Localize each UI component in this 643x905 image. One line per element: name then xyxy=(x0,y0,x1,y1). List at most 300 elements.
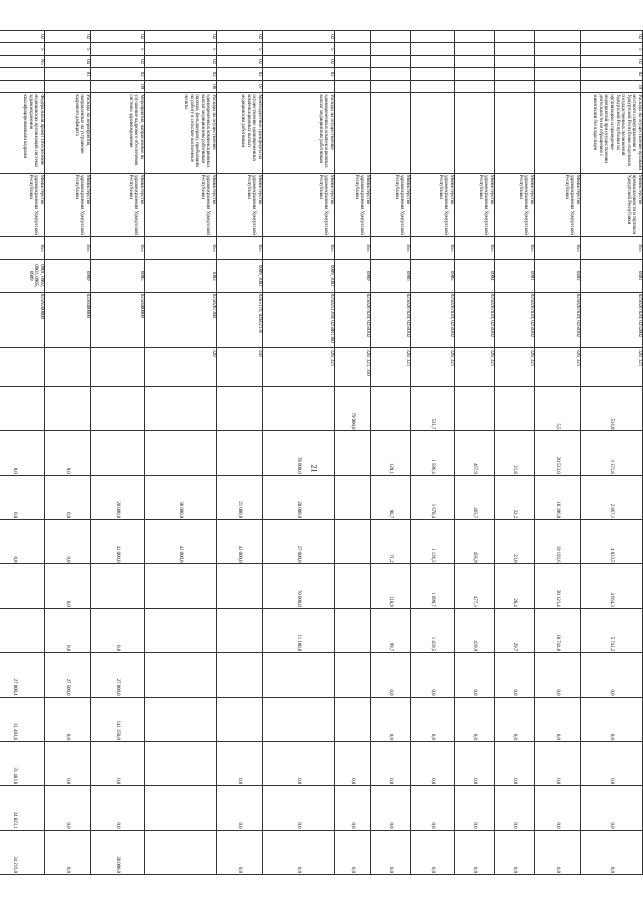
table-cell xyxy=(371,31,411,43)
table-cell: 0,0 xyxy=(581,741,643,785)
table-cell xyxy=(145,653,217,697)
table-cell: 0,0 xyxy=(495,830,535,874)
table-cell: 18 396,0 xyxy=(535,475,581,519)
table-cell: Федеральный проект Обеспечение медицинских организаций системы здравоохранения квалифицированными кадрами xyxy=(0,93,45,173)
table-row xyxy=(217,31,263,875)
table-cell: 04 xyxy=(45,55,91,67)
table-cell: 02 xyxy=(263,55,335,67)
table-cell: 71,2 xyxy=(371,520,411,564)
table-cell xyxy=(0,608,45,652)
table-row xyxy=(495,31,535,875)
table-cell: 0250251360; 0250R1380 xyxy=(263,292,335,347)
table-cell xyxy=(495,93,535,173)
table-cell: 02 xyxy=(581,68,643,80)
table-cell xyxy=(263,697,335,741)
table-cell: 02 xyxy=(263,31,335,43)
table-cell: 320, 321 xyxy=(411,348,455,387)
table-cell: 0,0 xyxy=(217,830,263,874)
table-cell xyxy=(455,387,495,431)
table-cell: 320, 321 xyxy=(495,348,535,387)
table-cell: 28,4 xyxy=(495,564,535,608)
table-cell xyxy=(535,55,581,67)
table-cell xyxy=(217,608,263,652)
table-cell: Министерство здравоохранения Удмуртской Республики xyxy=(145,173,217,237)
table-cell: 07 xyxy=(217,80,263,92)
table-cell: 0,0 xyxy=(0,431,45,475)
table-cell xyxy=(535,31,581,43)
table-cell: 0250207820; 0250302 xyxy=(495,292,535,347)
table-cell: 320, 321 xyxy=(455,348,495,387)
table-cell: 5 xyxy=(145,43,217,55)
table-cell: 0909, 1003 xyxy=(263,259,335,292)
table-cell: 99,7 xyxy=(371,608,411,652)
table-cell: Министерство здравоохранения Удмуртской Республики xyxy=(0,173,45,237)
page-number: 21 xyxy=(309,464,319,473)
table-cell xyxy=(371,68,411,80)
table-cell xyxy=(455,43,495,55)
table-cell: 38 000,0 xyxy=(91,830,145,874)
table-cell: 02 xyxy=(263,68,335,80)
table-cell: 1 136,5 xyxy=(411,520,455,564)
table-cell: 98,7 xyxy=(371,475,411,519)
table-cell: 20 000,0 xyxy=(91,475,145,519)
table-cell: 02 xyxy=(145,55,217,67)
table-row xyxy=(335,31,371,875)
table-cell xyxy=(335,608,371,652)
table-cell: 10 xyxy=(581,80,643,92)
table-cell: 41 000,0 xyxy=(217,520,263,564)
table-cell: 31 483,8 xyxy=(0,741,45,785)
table-cell xyxy=(91,387,145,431)
table-cell: 5 xyxy=(45,43,91,55)
table-cell xyxy=(455,68,495,80)
table-cell: 0,0 xyxy=(411,697,455,741)
table-cell: 0250400000 xyxy=(91,292,145,347)
table-cell xyxy=(335,80,371,92)
table-cell xyxy=(411,80,455,92)
table-cell: 118,9 xyxy=(371,564,411,608)
table-cell: 855 xyxy=(411,237,455,259)
table-cell: 0401 xyxy=(581,259,643,292)
table-cell: 0,0 xyxy=(45,608,91,652)
table-cell: 0,0 xyxy=(45,830,91,874)
table-cell: 0,0 xyxy=(371,830,411,874)
table-cell xyxy=(535,93,581,173)
table-cell: 4 664,3 xyxy=(581,564,643,608)
table-cell: 09 xyxy=(91,80,145,92)
table-cell: 0250207820; 0250302 xyxy=(335,292,371,347)
table-cell: 0,0 xyxy=(91,608,145,652)
table-cell: 0905 xyxy=(91,259,145,292)
table-cell: 34 823,1 xyxy=(0,786,45,830)
table-cell: 0,0 xyxy=(581,653,643,697)
table-cell: 0402 xyxy=(535,259,581,292)
table-cell xyxy=(145,830,217,874)
table-cell: 477,3 xyxy=(455,564,495,608)
table-cell: 0,0 xyxy=(263,741,335,785)
table-cell: 19 193,6 xyxy=(535,520,581,564)
table-cell: 320, 321 xyxy=(535,348,581,387)
table-cell xyxy=(145,786,217,830)
table-cell: 320, 321 xyxy=(263,348,335,387)
table-cell: 18 744,0 xyxy=(535,608,581,652)
table-cell: Министерство здравоохранения Удмуртской Республики xyxy=(411,173,455,237)
table-cell: 0,0 xyxy=(495,741,535,785)
table-cell: 0,0 xyxy=(91,786,145,830)
table-cell: 0,0 xyxy=(495,653,535,697)
table-cell xyxy=(335,431,371,475)
table-cell: N5 xyxy=(0,55,45,67)
table-cell: 0,0 xyxy=(335,786,371,830)
table-cell: 531,7 xyxy=(411,387,455,431)
table-cell: 0250207820; 0250302 xyxy=(371,292,411,347)
table-cell: 0,0 xyxy=(535,697,581,741)
table-cell: Межбюджетные трансферты на осуществление единовременных компенсационных выплат медицинским работникам xyxy=(217,93,263,173)
table-cell: Министерство здравоохранения Удмуртской Республики xyxy=(495,173,535,237)
table-cell: 0901, 0902, 0903, 0905, 0909 xyxy=(0,259,45,292)
table-cell: 0,0 xyxy=(371,653,411,697)
table-cell: 419,9 xyxy=(455,608,495,652)
table-cell xyxy=(335,697,371,741)
table-cell: 855 xyxy=(535,237,581,259)
table-cell xyxy=(91,431,145,475)
table-row xyxy=(0,31,45,875)
table-cell xyxy=(411,43,455,55)
table-cell xyxy=(495,43,535,55)
table-cell: 0,0 xyxy=(581,697,643,741)
table-cell: 02Б5176; 02Б62136 xyxy=(217,292,263,347)
table-cell xyxy=(371,55,411,67)
table-cell xyxy=(263,80,335,92)
table-cell: 02 xyxy=(581,31,643,43)
table-cell: Министерство здравоохранения Удмуртской Республики xyxy=(263,173,335,237)
table-cell: 0,0 xyxy=(0,520,45,564)
table-cell xyxy=(0,387,45,431)
table-cell: 456,9 xyxy=(455,520,495,564)
table-cell xyxy=(335,31,371,43)
table-cell xyxy=(371,93,411,173)
table-cell: Министерство промышленности и торговли Удмуртской Республики xyxy=(581,173,643,237)
table-cell: 0,0 xyxy=(371,786,411,830)
table-cell: 02 xyxy=(217,55,263,67)
table-cell xyxy=(371,43,411,55)
table-cell: 1 596,4 xyxy=(411,431,455,475)
table-cell: Министерство здравоохранения Удмуртской Республики xyxy=(371,173,411,237)
table-cell: 0,0 xyxy=(45,741,91,785)
table-cell: 855 xyxy=(91,237,145,259)
table-cell: Министерство здравоохранения Удмуртской Республики xyxy=(91,173,145,237)
table-cell: 0,0 xyxy=(217,786,263,830)
table-cell xyxy=(495,80,535,92)
table-cell: 320, 321 xyxy=(581,348,643,387)
table-cell: 1003 xyxy=(145,259,217,292)
table-cell: 78 000,0 xyxy=(263,431,335,475)
table-cell xyxy=(45,348,91,387)
table-cell xyxy=(335,68,371,80)
table-cell: 08 xyxy=(145,80,217,92)
table-cell: 855 xyxy=(45,237,91,259)
table-cell: 0,0 xyxy=(45,520,91,564)
table-cell xyxy=(335,520,371,564)
table-cell xyxy=(535,80,581,92)
table-cell: 516,0 xyxy=(581,387,643,431)
table-cell: Министерство здравоохранения Удмуртской Республики xyxy=(535,173,581,237)
table-row xyxy=(91,31,145,875)
table-cell: 20 121,4 xyxy=(535,564,581,608)
table-cell: 5 xyxy=(581,43,643,55)
table-cell: 855 xyxy=(145,237,217,259)
table-cell: 02 xyxy=(91,68,145,80)
table-cell xyxy=(0,348,45,387)
table-cell xyxy=(0,80,45,92)
table-cell xyxy=(371,80,411,92)
table-body xyxy=(0,31,643,875)
table-cell: 0,0 xyxy=(411,653,455,697)
table-cell xyxy=(495,68,535,80)
table-cell: Расходы на осуществление единовременных компенсационных выплат медицинским работникам xyxy=(263,93,335,173)
table-cell: Мероприятия, направленные на улучшение кадрового обеспечения системы здравоохранения xyxy=(91,93,145,173)
table-cell: 0,0 xyxy=(581,830,643,874)
table-cell xyxy=(263,387,335,431)
table-cell: 5,5 xyxy=(535,387,581,431)
table-cell: 855 xyxy=(581,237,643,259)
table-cell: 025N500000 xyxy=(0,292,45,347)
table-cell: 1 099,7 xyxy=(411,564,455,608)
table-cell: Министерство здравоохранения Удмуртской Республики xyxy=(45,173,91,237)
table-cell: 0,0 xyxy=(455,697,495,741)
table-rotation-wrapper xyxy=(12,30,643,875)
table-cell xyxy=(217,387,263,431)
table-cell: Расходы на осуществление органами местного самоуправления в Удмуртской Республике отдельных государственных полномочий Удмуртской Республики на организацию и проведение мероприятий при осуществлении деятельности по обращению с животными без владельцев xyxy=(581,93,643,173)
table-cell xyxy=(217,564,263,608)
table-cell xyxy=(145,564,217,608)
table-cell xyxy=(411,55,455,67)
table-row xyxy=(371,31,411,875)
table-cell xyxy=(217,653,263,697)
table-cell: 0,0 xyxy=(335,830,371,874)
table-cell: 41 000,0 xyxy=(145,520,217,564)
table-cell: 20 513,0 xyxy=(535,431,581,475)
rotated-table-container xyxy=(12,30,643,875)
table-cell: Министерство здравоохранения Удмуртской Республики xyxy=(455,173,495,237)
table-cell: 02 xyxy=(0,31,45,43)
table-cell: 0,0 xyxy=(45,431,91,475)
table-row xyxy=(581,31,643,875)
table-cell: 120,1 xyxy=(371,431,411,475)
table-cell: 0250207820; 0250302 xyxy=(455,292,495,347)
table-cell: 0,0 xyxy=(411,830,455,874)
table-cell: 0,0 xyxy=(581,786,643,830)
table-cell: 0,0 xyxy=(495,697,535,741)
table-cell: 310 xyxy=(217,348,263,387)
table-cell xyxy=(411,31,455,43)
table-cell: 0,0 xyxy=(45,697,91,741)
table-cell: 02 xyxy=(145,68,217,80)
table-cell: 0250207820; 0250302 xyxy=(411,292,455,347)
table-cell: Министерство здравоохранения Удмуртской Республики xyxy=(335,173,371,237)
table-cell: 0,0 xyxy=(45,475,91,519)
table-cell: 02 xyxy=(145,31,217,43)
table-cell xyxy=(371,387,411,431)
table-cell xyxy=(535,68,581,80)
table-cell: 0,0 xyxy=(535,830,581,874)
table-cell xyxy=(335,43,371,55)
table-cell xyxy=(91,564,145,608)
table-cell: 0,0 xyxy=(371,697,411,741)
table-cell: 5 xyxy=(0,43,45,55)
table-cell: 21,8 xyxy=(495,431,535,475)
table-row xyxy=(263,31,335,875)
table-cell xyxy=(411,93,455,173)
table-cell: Расходы на мероприятия, направленные на устранение кадрового дефицита xyxy=(45,93,91,173)
table-cell: 855 xyxy=(217,237,263,259)
table-cell: 0,0 xyxy=(91,741,145,785)
table-cell: 79 000,0 xyxy=(335,387,371,431)
table-cell xyxy=(145,741,217,785)
table-cell: 5 xyxy=(263,43,335,55)
table-cell: 38 000,0 xyxy=(145,475,217,519)
table-cell xyxy=(335,55,371,67)
table-cell: 0909 xyxy=(335,259,371,292)
table-cell: 02 xyxy=(91,55,145,67)
table-cell: 27 500,0 xyxy=(45,653,91,697)
table-cell xyxy=(495,55,535,67)
table-cell: 0,0 xyxy=(45,564,91,608)
table-cell: Расходы на осуществление единовременных компенсационных выплат медицинским работникам (врачам, фельдшерам), прибывшим на работу в сельские населенные пункты xyxy=(145,93,217,173)
table-cell xyxy=(495,31,535,43)
table-cell: 27 000,0 xyxy=(263,520,335,564)
table-cell: 0905 xyxy=(411,259,455,292)
table-cell: 0250400000 xyxy=(45,292,91,347)
table-cell xyxy=(263,653,335,697)
table-cell: 855 xyxy=(335,237,371,259)
table-cell: 0250207820; 0252002 xyxy=(581,292,643,347)
table-cell: 27 000,4 xyxy=(0,653,45,697)
table-cell: 0250207820; 0250302 xyxy=(535,292,581,347)
table-cell: 11 100,0 xyxy=(263,608,335,652)
table-cell: 467,9 xyxy=(455,431,495,475)
table-cell: 0250207380 xyxy=(145,292,217,347)
table-cell: 0,0 xyxy=(411,786,455,830)
table-cell: 02 xyxy=(217,31,263,43)
table-cell: 23,0 xyxy=(495,520,535,564)
table-cell xyxy=(335,475,371,519)
table-row xyxy=(45,31,91,875)
table-cell: 0,0 xyxy=(335,741,371,785)
table-cell xyxy=(145,608,217,652)
table-cell xyxy=(411,68,455,80)
table-cell: 21 000,0 xyxy=(217,475,263,519)
table-cell xyxy=(455,80,495,92)
table-cell xyxy=(335,93,371,173)
table-cell xyxy=(455,31,495,43)
table-cell: 0,0 xyxy=(371,741,411,785)
table-cell: 0,0 xyxy=(455,653,495,697)
table-cell: 31 483,8 xyxy=(0,697,45,741)
table-cell: 855 xyxy=(455,237,495,259)
table-cell: 5 741,2 xyxy=(581,608,643,652)
table-cell: 0901 xyxy=(495,259,535,292)
table-cell: 0,0 xyxy=(455,830,495,874)
table-cell: 1 419,5 xyxy=(411,608,455,652)
table-cell: 0,0 xyxy=(535,741,581,785)
table-cell: 855 xyxy=(495,237,535,259)
table-cell xyxy=(0,68,45,80)
table-cell: 0,0 xyxy=(263,786,335,830)
table-cell: 0,0 xyxy=(411,741,455,785)
table-cell: 28 000,0 xyxy=(263,475,335,519)
table-cell: 0,0 xyxy=(45,786,91,830)
table-cell: Министерство здравоохранения Удмуртской Республики xyxy=(217,173,263,237)
table-cell: 0,0 xyxy=(535,653,581,697)
table-cell: 465,7 xyxy=(455,475,495,519)
table-cell xyxy=(91,348,145,387)
table-cell: 1 678,4 xyxy=(411,475,455,519)
program-funding-table xyxy=(0,30,643,875)
table-cell: 22,2 xyxy=(495,475,535,519)
table-cell: 141 250,0 xyxy=(91,697,145,741)
table-cell: 320, 321 xyxy=(371,348,411,387)
table-cell: 0909, 1003 xyxy=(217,259,263,292)
table-cell: 855 xyxy=(371,237,411,259)
table-cell: 29,7 xyxy=(495,608,535,652)
table-cell xyxy=(455,93,495,173)
table-row xyxy=(535,31,581,875)
table-cell: 0,0 xyxy=(217,741,263,785)
table-cell: 01 xyxy=(45,68,91,80)
table-cell: 0,0 xyxy=(0,475,45,519)
table-cell: 02 xyxy=(91,31,145,43)
table-cell: 855 xyxy=(263,237,335,259)
table-cell: 4 023,5 xyxy=(581,520,643,564)
table-cell: 0,0 xyxy=(455,786,495,830)
table-cell xyxy=(495,387,535,431)
table-cell xyxy=(145,431,217,475)
table-row xyxy=(455,31,495,875)
table-cell: 02 xyxy=(45,31,91,43)
table-cell xyxy=(0,564,45,608)
table-cell: 320, 321, 350 xyxy=(335,348,371,387)
table-cell xyxy=(455,55,495,67)
table-cell: 0904 xyxy=(455,259,495,292)
table-cell: 0,0 xyxy=(455,741,495,785)
table-cell xyxy=(535,43,581,55)
table-cell: 02 xyxy=(581,55,643,67)
table-cell: 320 xyxy=(145,348,217,387)
table-cell: 0906 xyxy=(371,259,411,292)
table-cell: 41 000,0 xyxy=(91,520,145,564)
table-cell xyxy=(335,653,371,697)
table-cell: 0,0 xyxy=(263,830,335,874)
table-cell: 5 xyxy=(217,43,263,55)
table-cell xyxy=(145,697,217,741)
table-cell: 02 xyxy=(217,68,263,80)
table-row xyxy=(411,31,455,875)
table-cell xyxy=(45,80,91,92)
table-row xyxy=(145,31,217,875)
table-cell: 0909 xyxy=(45,259,91,292)
table-cell xyxy=(335,564,371,608)
table-cell xyxy=(145,387,217,431)
table-cell: 0,0 xyxy=(535,786,581,830)
table-cell: 27 000,0 xyxy=(91,653,145,697)
table-cell xyxy=(217,431,263,475)
table-cell: 855 xyxy=(0,237,45,259)
table-cell: 2 867,1 xyxy=(581,475,643,519)
table-cell: 5 xyxy=(91,43,145,55)
table-cell: 70 000,0 xyxy=(263,564,335,608)
table-cell: 3 171,8 xyxy=(581,431,643,475)
